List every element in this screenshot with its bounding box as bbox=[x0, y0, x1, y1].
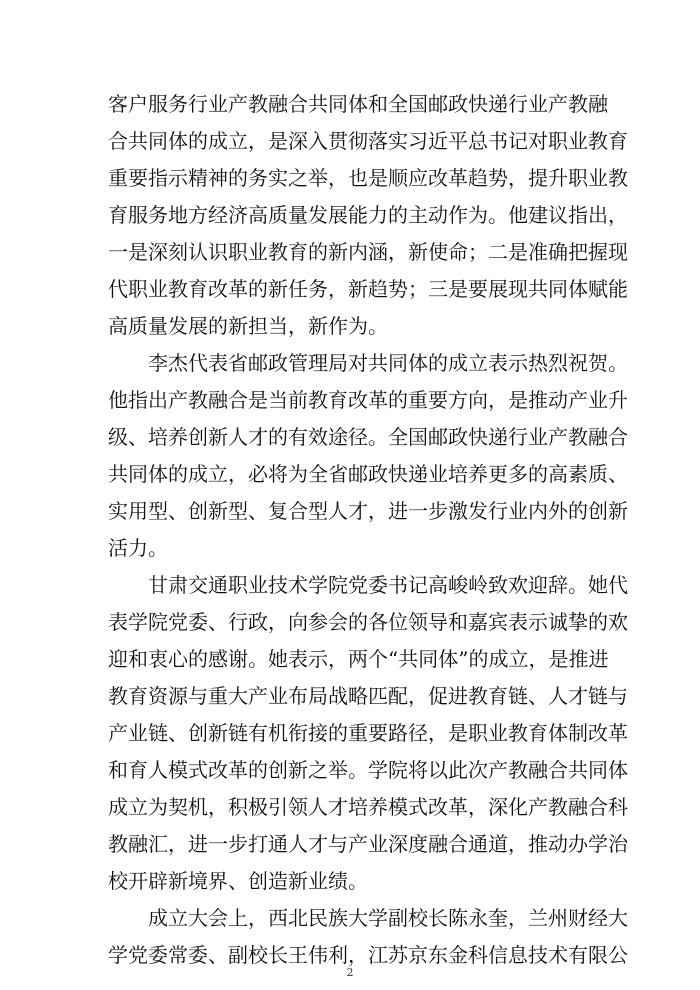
text-line: 李杰代表省邮政管理局对共同体的成立表示热烈祝贺。 bbox=[148, 351, 628, 375]
text-line: 实用型、创新型、复合型人才，进一步激发行业内外的创新 bbox=[108, 499, 628, 523]
text-line: 教育资源与重大产业布局战略匹配，促进教育链、人才链与 bbox=[108, 684, 628, 708]
text-line: 一是深刻认识职业教育的新内涵，新使命；二是准确把握现 bbox=[108, 240, 628, 264]
text-line: 合共同体的成立，是深入贯彻落实习近平总书记对职业教育 bbox=[108, 129, 628, 153]
text-line: 产业链、创新链有机衔接的重要路径，是职业教育体制改革 bbox=[108, 721, 628, 745]
text-line: 活力。 bbox=[108, 536, 168, 560]
text-line: 表学院党委、行政，向参会的各位领导和嘉宾表示诚挚的欢 bbox=[108, 610, 628, 634]
text-line: 级、培养创新人才的有效途径。全国邮政快递行业产教融合 bbox=[108, 425, 628, 449]
text-line: 成立大会上，西北民族大学副校长陈永奎，兰州财经大 bbox=[148, 906, 628, 930]
text-line: 共同体的成立，必将为全省邮政快递业培养更多的高素质、 bbox=[108, 462, 628, 486]
text-line: 代职业教育改革的新任务，新趋势；三是要展现共同体赋能 bbox=[108, 277, 628, 301]
text-line: 和育人模式改革的创新之举。学院将以此次产教融合共同体 bbox=[108, 758, 628, 782]
text-line: 育服务地方经济高质量发展能力的主动作为。他建议指出， bbox=[108, 203, 628, 227]
text-line: 他指出产教融合是当前教育改革的重要方向，是推动产业升 bbox=[108, 388, 628, 412]
text-line: 客户服务行业产教融合共同体和全国邮政快递行业产教融 bbox=[108, 92, 608, 116]
text-line: 校开辟新境界、创造新业绩。 bbox=[108, 869, 368, 893]
text-line: 迎和衷心的感谢。她表示，两个“共同体”的成立，是推进 bbox=[108, 647, 609, 671]
text-line: 高质量发展的新担当，新作为。 bbox=[108, 314, 388, 338]
text-line: 成立为契机，积极引领人才培养模式改革，深化产教融合科 bbox=[108, 795, 628, 819]
text-line: 重要指示精神的务实之举，也是顺应改革趋势，提升职业教 bbox=[108, 166, 628, 190]
page-number: 2 bbox=[346, 966, 354, 979]
text-line: 甘肃交通职业技术学院党委书记高峻岭致欢迎辞。她代 bbox=[148, 573, 628, 597]
text-line: 学党委常委、副校长王伟利，江苏京东金科信息技术有限公 bbox=[108, 943, 628, 967]
text-line: 教融汇，进一步打通人才与产业深度融合通道，推动办学治 bbox=[108, 832, 628, 856]
